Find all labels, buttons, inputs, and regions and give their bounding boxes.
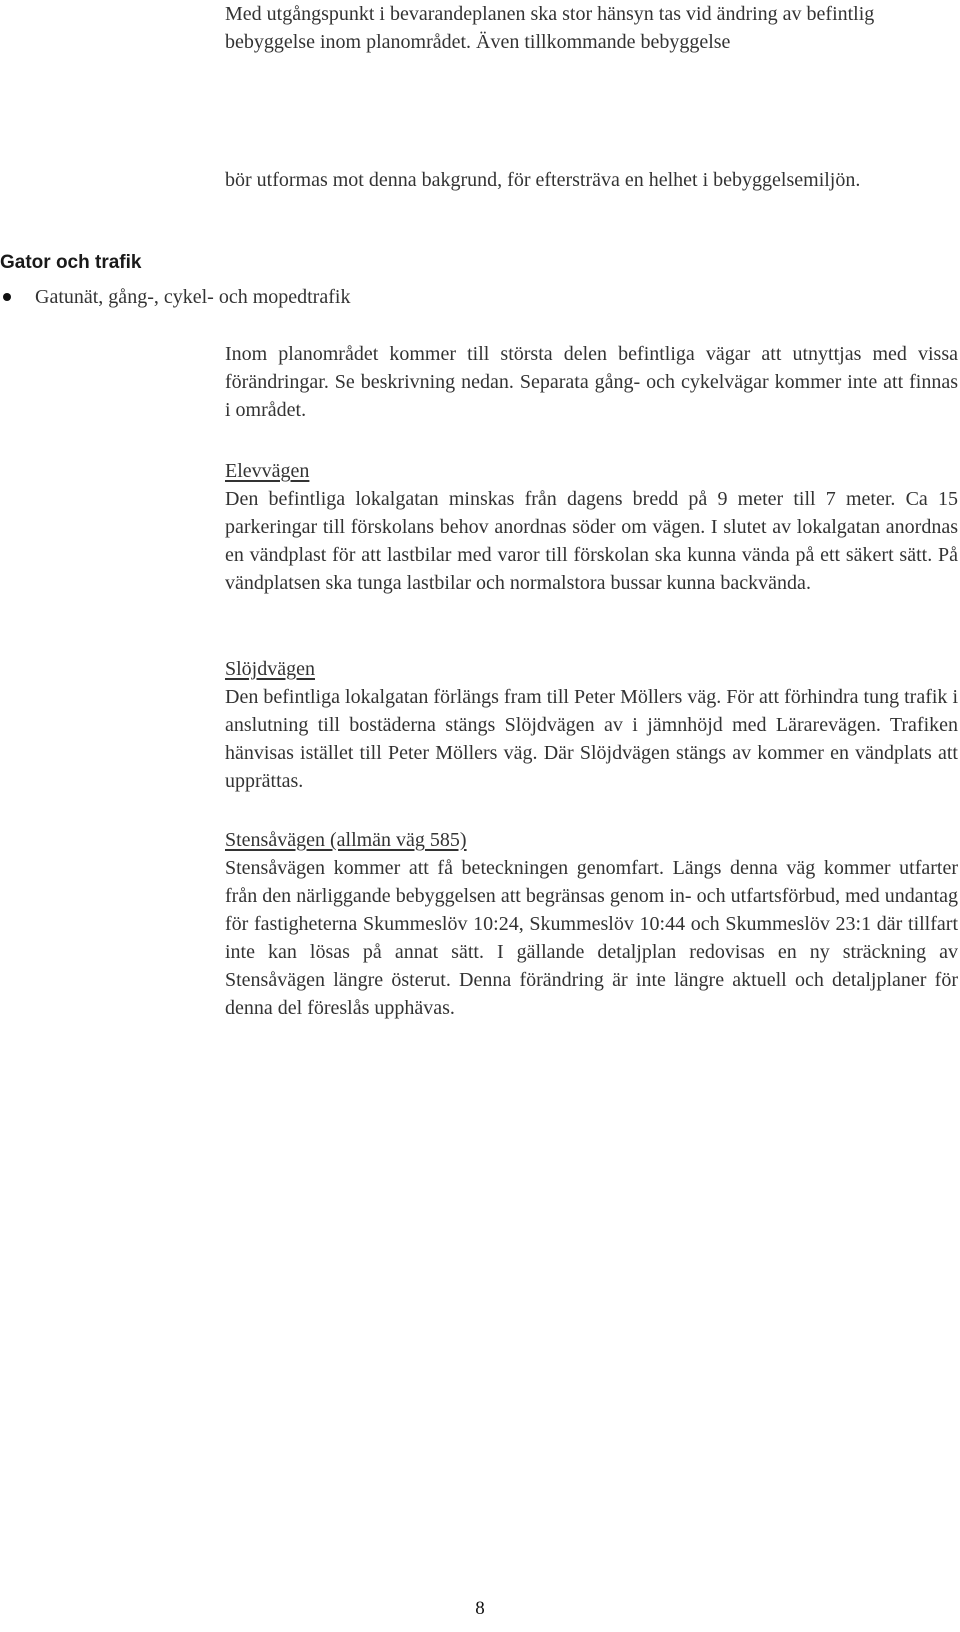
intro-paragraph-part-2: bör utformas mot denna bakgrund, för eftersträva en helhet i bebyggelsemiljön. bbox=[225, 169, 861, 191]
bullet-text: Gatunät, gång-, cykel- och mopedtrafik bbox=[35, 286, 351, 308]
section-heading: Gator och trafik bbox=[0, 252, 142, 273]
road-title-elevvagen: Elevvägen bbox=[225, 460, 310, 482]
road-title-stensavagen: Stensåvägen (allmän väg 585) bbox=[225, 829, 467, 851]
page-number: 8 bbox=[475, 1598, 485, 1619]
bullet-item bbox=[0, 283, 350, 311]
intro-paragraph-part-1: Med utgångspunkt i bevarandeplanen ska stor hänsyn tas vid ändring av befintlig bebyggelse inom planområdet. Även tillkommande bebyggelse bbox=[225, 3, 875, 53]
road-text-stensavagen: Stensåvägen kommer att få beteckningen genomfart. Längs denna väg kommer utfarter från den närliggande bebyggelsen att begränsas genom in- och utfartsförbud, med undantag för fastigheterna Skummeslöv 10:24, Skummeslöv 10:44 och Skummeslöv 23:1 där tillfart inte kan lösas på annat sätt. I gällande detaljplan redovisas en ny sträckning av Stensåvägen längre österut. Denna förändring är inte längre aktuell och detaljplaner för denna del föreslås upphävas. bbox=[225, 857, 958, 1019]
road-text-elevvagen: Den befintliga lokalgatan minskas från dagens bredd på 9 meter till 7 meter. Ca 15 parkeringar till förskolans behov anordnas söder om vägen. I slutet av lokalgatan anordnas en vändplast för att lastbilar med varor till förskolan ska kunna vända på ett säkert sätt. På vändplatsen ska tunga lastbilar och normalstora bussar kunna backvända. bbox=[225, 488, 958, 594]
section-paragraph: Inom planområdet kommer till största delen befintliga vägar att utnyttjas med vissa förändringar. Se beskrivning nedan. Separata gång- och cykelvägar kommer inte att finnas i området. bbox=[225, 343, 958, 421]
road-text-slojdvagen: Den befintliga lokalgatan förlängs fram till Peter Möllers väg. För att förhindra tung trafik i anslutning till bostäderna stängs Slöjdvägen av i jämnhöjd med Lärarevägen. Trafiken hänvisas istället till Peter Möllers väg. Där Slöjdvägen stängs av kommer en vändplats att upprättas. bbox=[225, 686, 958, 792]
road-title-slojdvagen: Slöjdvägen bbox=[225, 658, 315, 680]
bullet-dot-icon bbox=[3, 293, 11, 301]
